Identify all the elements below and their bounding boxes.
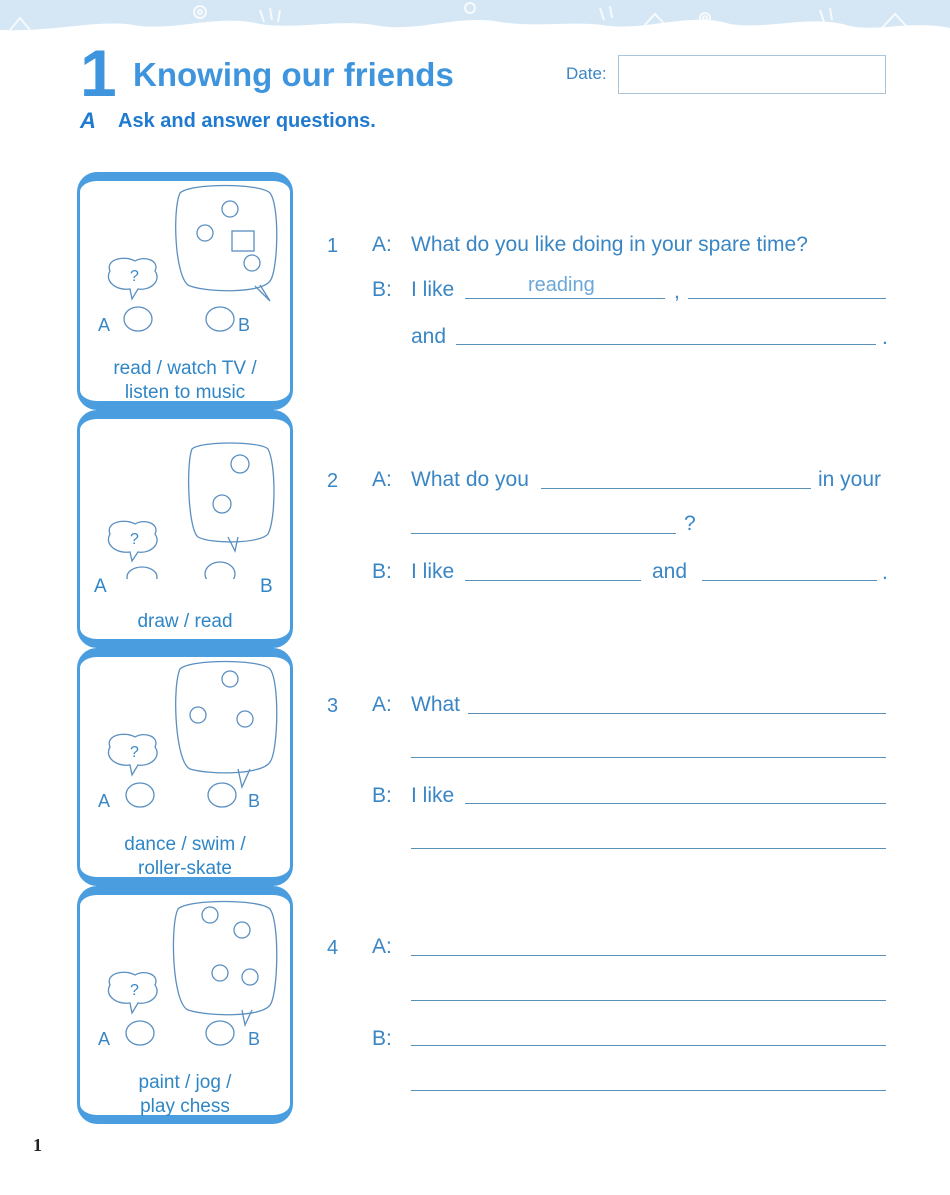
unit-number: 1: [80, 36, 117, 110]
svg-text:A: A: [98, 315, 111, 335]
svg-text:A: A: [98, 791, 111, 811]
picture-panel-2: [77, 410, 293, 648]
q2-b-label: B:: [372, 560, 392, 583]
panel-caption: listen to music: [124, 382, 246, 403]
svg-text:B: B: [248, 791, 261, 811]
illustration-read-tv-music: [80, 181, 290, 341]
q1-written-answer: reading: [528, 274, 595, 296]
date-label: Date:: [566, 64, 607, 83]
q1-a-text: What do you like doing in your spare time?: [411, 233, 808, 256]
illustration-paint-jog-chess: [80, 895, 290, 1055]
illustration-dance-swim-skate: [80, 657, 290, 817]
panel-caption: paint / jog /: [138, 1072, 232, 1093]
q4-a-label: A:: [372, 935, 392, 958]
q1-and: and: [411, 325, 447, 348]
svg-text:?: ?: [130, 982, 139, 999]
svg-text:?: ?: [130, 531, 139, 548]
q1-b-label: B:: [372, 278, 392, 301]
q3-answer-blank-3[interactable]: [465, 803, 886, 804]
q3-b-label: B:: [372, 784, 392, 807]
decorative-banner: [0, 0, 950, 40]
section-letter: A: [80, 108, 96, 133]
svg-text:B: B: [238, 315, 251, 335]
q2-and: and: [652, 560, 688, 583]
q2-a-suffix: in your: [818, 468, 882, 491]
q2-b-prefix: I like: [411, 560, 455, 583]
period: .: [882, 561, 888, 584]
picture-panel-3: [77, 648, 293, 886]
q2-a-label: A:: [372, 468, 392, 491]
q1-answer-blank-2[interactable]: [688, 298, 886, 299]
q2-answer-blank-2[interactable]: [411, 533, 676, 534]
q3-answer-blank-2[interactable]: [411, 757, 886, 758]
question-number: 2: [327, 470, 339, 492]
comma: ,: [674, 280, 680, 303]
q2-answer-blank-4[interactable]: [702, 580, 877, 581]
q2-answer-blank-1[interactable]: [541, 488, 811, 489]
speaker-a-label: A: [94, 576, 107, 597]
question-number: 4: [327, 937, 339, 959]
q3-a-prefix: What: [411, 693, 461, 716]
picture-panel-1: [77, 172, 293, 410]
q1-b-prefix: I like: [411, 278, 455, 301]
panel-caption: dance / swim /: [124, 834, 246, 855]
q3-a-label: A:: [372, 693, 392, 716]
date-field[interactable]: [618, 55, 886, 94]
question-number: 3: [327, 695, 339, 717]
picture-panel-4: [77, 886, 293, 1124]
question-mark: ?: [684, 512, 696, 535]
q2-a-prefix: What do you: [411, 468, 529, 491]
illustration-draw-read: [80, 419, 290, 579]
q4-b-label: B:: [372, 1027, 392, 1050]
panel-caption: draw / read: [137, 611, 233, 632]
q3-b-prefix: I like: [411, 784, 455, 807]
period: .: [882, 326, 888, 349]
q4-answer-blank-3[interactable]: [411, 1045, 886, 1046]
page-number: 1: [33, 1135, 42, 1155]
svg-text:?: ?: [130, 268, 139, 285]
q2-answer-blank-3[interactable]: [465, 580, 641, 581]
svg-text:A: A: [98, 1029, 111, 1049]
q1-answer-blank-1[interactable]: [465, 298, 665, 299]
panel-caption: read / watch TV /: [113, 358, 257, 379]
svg-text:B: B: [248, 1029, 261, 1049]
q4-answer-blank-4[interactable]: [411, 1090, 886, 1091]
speaker-b-label: B: [260, 576, 273, 597]
q4-answer-blank-1[interactable]: [411, 955, 886, 956]
q4-answer-blank-2[interactable]: [411, 1000, 886, 1001]
panel-caption: roller-skate: [138, 858, 232, 879]
section-instruction: Ask and answer questions.: [118, 110, 376, 132]
q1-answer-blank-3[interactable]: [456, 344, 876, 345]
panel-caption: play chess: [140, 1096, 230, 1117]
unit-title: Knowing our friends: [133, 56, 454, 93]
q3-answer-blank-4[interactable]: [411, 848, 886, 849]
svg-text:?: ?: [130, 744, 139, 761]
q3-answer-blank-1[interactable]: [468, 713, 886, 714]
q1-a-label: A:: [372, 233, 392, 256]
question-number: 1: [327, 235, 339, 257]
